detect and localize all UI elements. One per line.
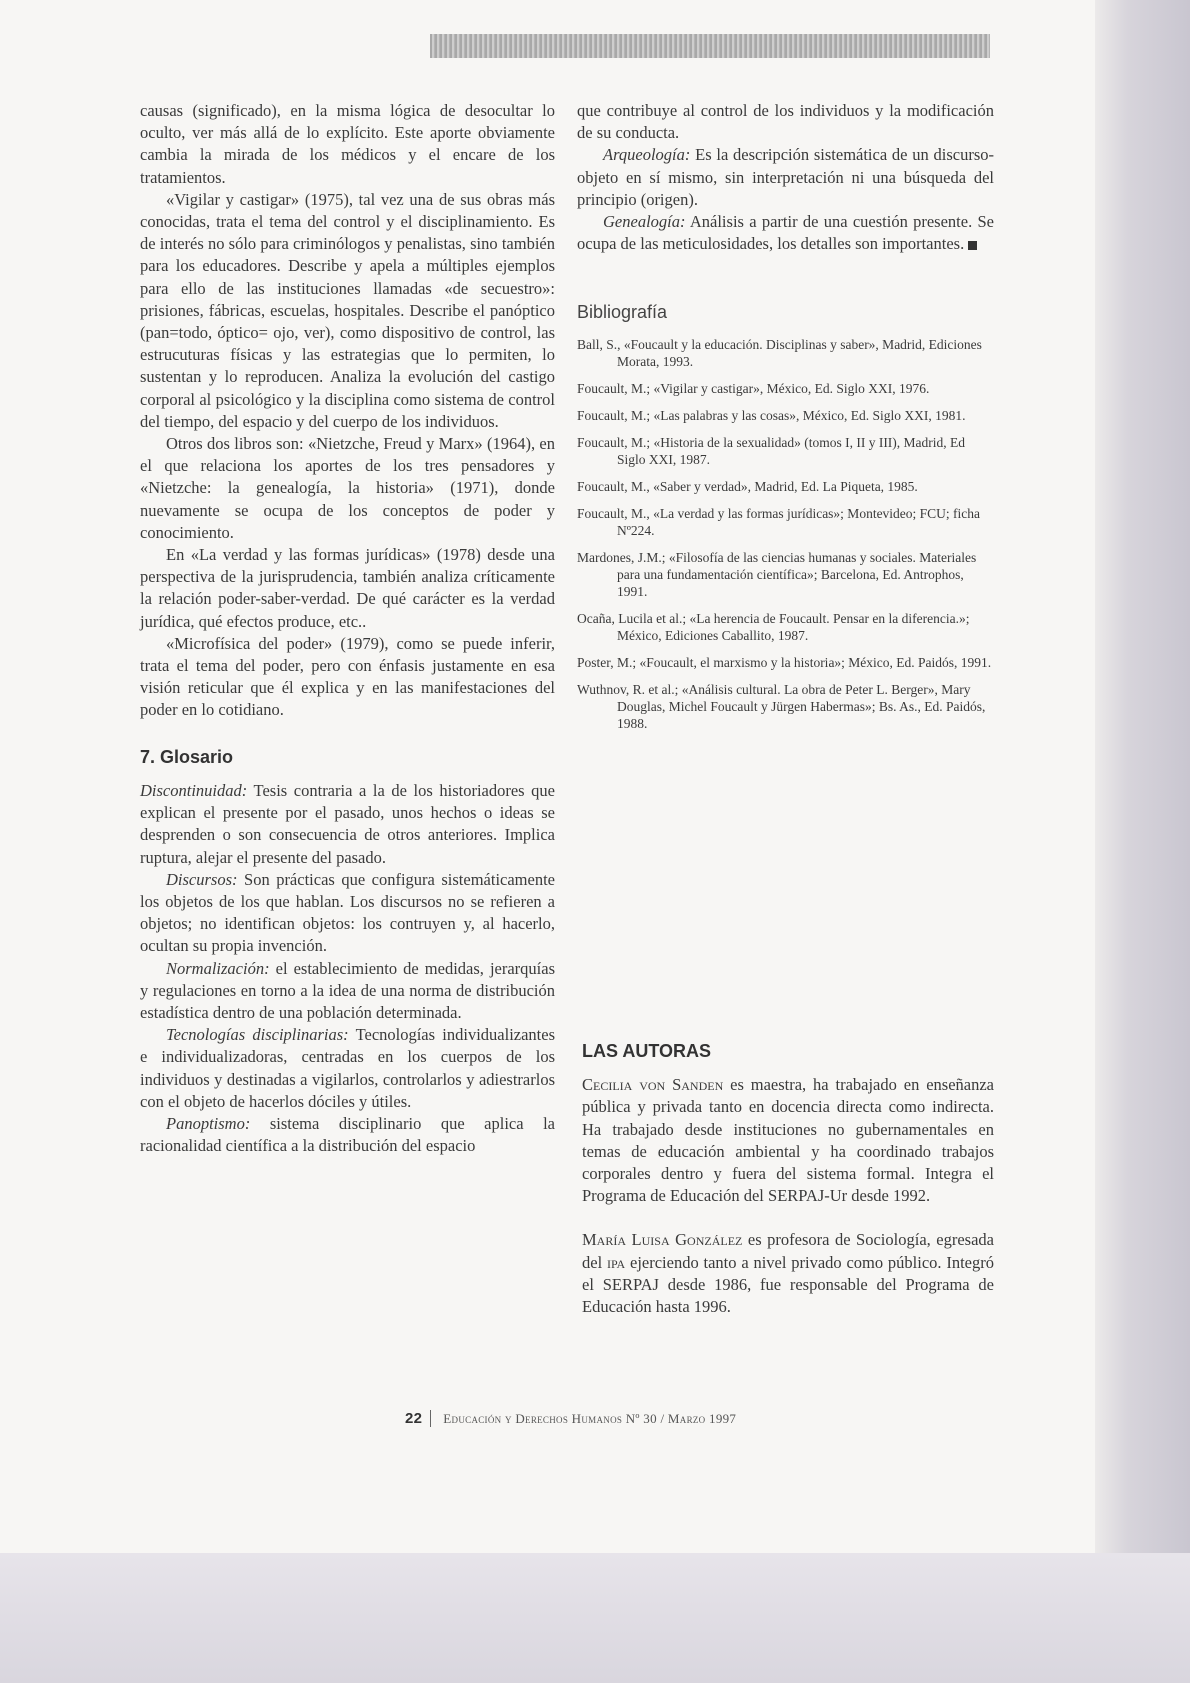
glossary-term: Genealogía: (603, 212, 686, 232)
journal-name: Educación y Derechos Humanos Nº 30 / Marzo 1997 (443, 1410, 737, 1426)
author-name: Cecilia von Sanden (582, 1075, 724, 1095)
glossary-term: Normalización: (166, 958, 270, 978)
bibliography-item: Wuthnov, R. et al.; «Análisis cultural. La obra de Peter L. Berger», Mary Douglas, Michel Foucault y Jürgen Habermas»; Bs. As., Ed. Paidós, 1988. (577, 681, 986, 731)
glossary-term: Tecnologías disciplinarias: (166, 1025, 349, 1045)
paragraph: causas (significado), en la misma lógica de desocultar lo oculto, ver más allá de lo explícito. Este aporte obviamente cambia la mirada de los médicos y el encare de los tratamientos. (140, 101, 555, 187)
bibliography-item: Foucault, M.; «Historia de la sexualidad» (tomos I, II y III), Madrid, Ed Siglo XXI, 1987. (577, 434, 966, 467)
author-bio (582, 1074, 994, 1207)
left-column (140, 100, 555, 1157)
paragraph: que contribuye al control de los individuos y la modificación de su conducta. (577, 101, 994, 143)
glossary-entry (140, 958, 555, 1025)
bibliography-item: Poster, M.; «Foucault, el marxismo y la historia»; México, Ed. Paidós, 1991. (577, 654, 992, 670)
glossary-definition: el establecimiento de medidas, jerarquías y regulaciones en torno a la idea de una norma de distribución estadística dentro de una población determinada. (140, 958, 555, 1022)
bibliography-list (577, 336, 994, 732)
scan-edge-bottom (0, 1553, 1190, 1683)
bibliografia-heading: Bibliografía (577, 302, 668, 323)
glossary-definition: Son prácticas que configura sistemáticamente los objetos de los que hablan. Los discursos no se refieren a objetos; no identifican objetos: los contruyen y, al hacerlo, ocultan su propia invención. (140, 869, 555, 956)
glossary-definition: Análisis a partir de una cuestión presente. Se ocupa de las meticulosidades, los detalles son importantes. (577, 212, 994, 254)
scan-edge-right (1095, 0, 1190, 1683)
glossary-entry (140, 1113, 555, 1157)
institution-abbr: ipa (606, 1252, 626, 1272)
page-footer (405, 1410, 736, 1427)
glossary-entry (140, 1024, 555, 1113)
paragraph: «Microfísica del poder» (1979), como se puede inferir, trata el tema del poder, pero con énfasis justamente en esa visión reticular que él explica y en las manifestaciones del poder en lo cotidiano. (140, 633, 555, 720)
bibliography-item: Foucault, M.; «Vigilar y castigar», México, Ed. Siglo XXI, 1976. (577, 380, 930, 396)
author-text: es profesora de Sociología, egresada del (582, 1230, 994, 1272)
glossary-entry (577, 144, 994, 211)
glosario-heading: 7. Glosario (140, 746, 234, 767)
paragraph: En «La verdad y las formas jurídicas» (1978) desde una perspectiva de la jurisprudencia, también analiza críticamente la relación poder-saber-verdad. De qué carácter es la verdad jurídica, qué efectos produce, etc.. (140, 545, 555, 631)
glossary-definition: sistema disciplinario que aplica la racionalidad científica a la distribución del espacio (140, 1113, 555, 1156)
glossary-definition: Tecnologías individualizantes e individualizadoras, centradas en los cuerpos de los individuos y destinadas a vigilarlos, controlarlos y adiestrarlos con el objeto de hacerlos dóciles y útiles. (140, 1025, 555, 1111)
bibliography-item: Foucault, M., «Saber y verdad», Madrid, Ed. La Piqueta, 1985. (577, 478, 918, 494)
glossary-entry (577, 211, 994, 255)
glossary-definition: Es la descripción sistemática de un discurso-objeto en sí mismo, sin interpretación ni una búsqueda del principio (origen). (577, 145, 994, 209)
bibliography-item: Ocaña, Lucila et al.; «La herencia de Foucault. Pensar en la diferencia.»; México, Ediciones Caballito, 1987. (577, 610, 970, 643)
glossary-term: Panoptismo: (166, 1113, 251, 1133)
authors-heading: LAS AUTORAS (582, 1041, 712, 1061)
glossary-entry (140, 869, 555, 958)
author-text: ejerciendo tanto a nivel privado como público. Integró el SERPAJ desde 1986, fue responsable del Programa de Educación hasta 1996. (582, 1252, 994, 1317)
bibliography-item: Ball, S., «Foucault y la educación. Disciplinas y saber», Madrid, Ediciones Morata, 1993. (577, 336, 982, 369)
paragraph: «Vigilar y castigar» (1975), tal vez una de sus obras más conocidas, trata el tema del control y el disciplinamiento. Es de interés no sólo para criminólogos y penalistas, sino también para los educadores. Describe y apela a múltiples ejemplos para ello de las instituciones llamadas «de secuestro»: prisiones, fábricas, escuelas, hospitales. Describe el panóptico (pan=todo, óptico= ojo, ver), como dispositivo de control, las estrucuturas físicas y las estrategias que lo permiten, lo sustentan y lo reproducen. Analiza la evolución del castigo corporal al psicológico y la disciplina como sistema de control del tiempo, del espacio y del cuerpo de los individuos. (140, 189, 555, 431)
glossary-term: Discursos: (166, 869, 238, 889)
header-band (430, 34, 990, 58)
end-of-article-icon (968, 241, 977, 250)
right-column (577, 100, 994, 742)
glossary-term: Arqueología: (603, 145, 691, 165)
glossary-entry (140, 780, 555, 869)
bibliography-item: Foucault, M., «La verdad y las formas jurídicas»; Montevideo; FCU; ficha Nº224. (577, 505, 981, 538)
page-number: 22 (405, 1410, 431, 1427)
paragraph: Otros dos libros son: «Nietzche, Freud y Marx» (1964), en el que relaciona los aportes de los tres pensadores y «Nietzche: la genealogía, la historia» (1971), donde nuevamente se ocupa de los conceptos de poder y conocimiento. (140, 434, 555, 542)
bibliography-item: Foucault, M.; «Las palabras y las cosas», México, Ed. Siglo XXI, 1981. (577, 407, 966, 423)
author-name: María Luisa González (582, 1230, 743, 1250)
bibliography-item: Mardones, J.M.; «Filosofía de las ciencias humanas y sociales. Materiales para una fundamentación científica»; Barcelona, Ed. Antrophos, 1991. (577, 549, 977, 599)
glossary-definition: Tesis contraria a la de los historiadores que explican el presente por el pasado, unos hechos o ideas se desprenden o son consecuencia de otros anteriores. Implica ruptura, alejar el presente del pasado. (140, 780, 555, 867)
authors-section (582, 1040, 994, 1318)
author-text: es maestra, ha trabajado en enseñanza pública y privada tanto en docencia directa como indirecta. Ha trabajado desde instituciones no gubernamentales en temas de educación ambiental y ha coordinado trabajos corporales dentro y fuera del sistema formal. Integra el Programa de Educación del SERPAJ-Ur desde 1992. (582, 1075, 994, 1206)
glossary-term: Discontinuidad: (140, 780, 248, 800)
author-bio (582, 1229, 994, 1318)
